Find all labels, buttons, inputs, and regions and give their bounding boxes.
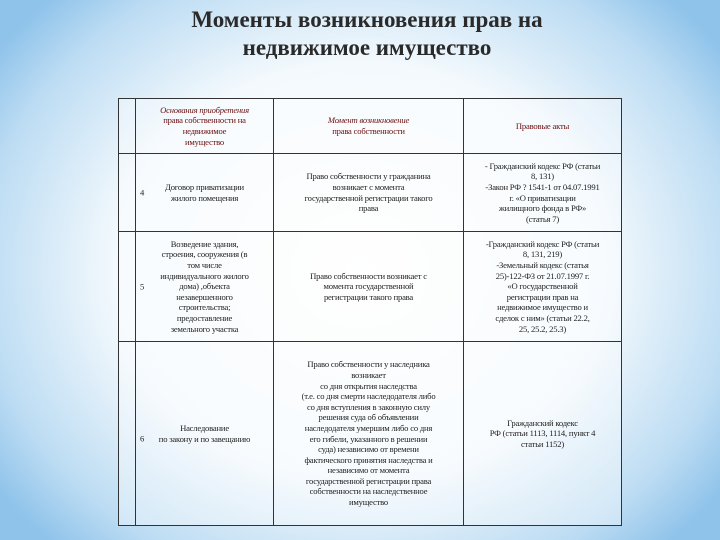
header-acts: Правовые акты [464,99,622,154]
header-moment: Момент возникновение права собственности [274,99,464,154]
table-row [119,154,622,232]
empty-header-cell [119,99,136,154]
table-row [119,342,622,526]
empty-cell [119,154,136,232]
basis-cell: 6 Наследование по закону и по завещанию [136,342,274,526]
basis-cell: 5 Возведение здания, строения, сооружения (в том числе индивидуального жилого дома) ,объекта незавершенного строительства; предоставление земельного участка [136,232,274,342]
moment-cell: Право собственности у наследника возникает со дня открытия наследства (т.е. со дня смерти наследодателя либо со дня вступления в законную силу решения суда об объявлении наследодателя умершим либо со дня его гибели, указанного в решении суда) независимо от времени фактического принятия наследства и независимо от момента государственной регистрации права собственности на наследственное имущество [274,342,464,526]
table-header-row [119,99,622,154]
moment-cell: Право собственности возникает с момента государственной регистрации такого права [274,232,464,342]
basis-cell: 4 Договор приватизации жилого помещения [136,154,274,232]
header-basis: Основания приобретения права собственности на недвижимое имущество [136,99,274,154]
rights-table [118,98,622,526]
slide-title: Моменты возникновения прав на недвижимое имущество [191,7,543,60]
acts-cell: - Гражданский кодекс РФ (статьи 8, 131) -Закон РФ ? 1541-1 от 04.07.1991 г. «О приватизации жилищного фонда в РФ» (статья 7) [464,154,622,232]
moment-cell: Право собственности у гражданина возникает с момента государственной регистрации такого права [274,154,464,232]
table-row [119,232,622,342]
row-number: 4 [140,187,145,198]
empty-cell [119,232,136,342]
row-number: 6 [140,433,145,444]
empty-cell [119,342,136,526]
acts-cell: Гражданский кодекс РФ (статьи 1113, 1114, пункт 4 статьи 1152) [464,342,622,526]
row-number: 5 [140,281,145,292]
acts-cell: -Гражданский кодекс РФ (статьи 8, 131, 219) -Земельный кодекс (статья 25)-122-ФЗ от 21.07.1997 г. «О государственной регистрации прав на недвижимое имущество и сделок с ним» (статьи 22.2, 25, 25.2, 25.3) [464,232,622,342]
